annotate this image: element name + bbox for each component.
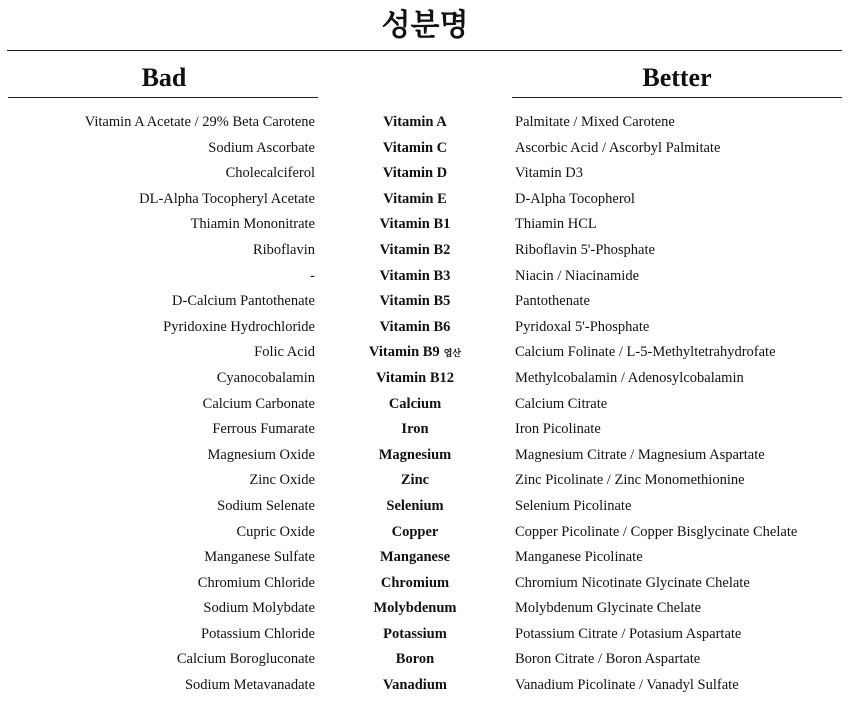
bad-form: Magnesium Oxide [207, 446, 315, 463]
table-row [0, 571, 850, 597]
bad-form: Sodium Metavanadate [184, 677, 315, 694]
nutrient-name-cell [330, 673, 500, 699]
better-form: Riboflavin 5'-Phosphate [515, 241, 655, 258]
table-row [0, 443, 850, 469]
nutrient-name-cell [330, 571, 500, 597]
better-form: Selenium Picolinate [515, 497, 632, 514]
table-row [0, 264, 850, 290]
table-row [0, 392, 850, 418]
nutrient-name: Chromium [380, 574, 450, 591]
nutrient-name-cell [330, 622, 500, 648]
bad-form: Ferrous Fumarate [212, 421, 315, 438]
better-header-underline [512, 97, 842, 98]
nutrient-note: 엽산 [443, 349, 462, 360]
table-row [0, 673, 850, 699]
nutrient-name: Vitamin B5 [379, 293, 451, 310]
nutrient-name-cell [330, 392, 500, 418]
nutrient-name: Vitamin B6 [379, 318, 451, 335]
nutrient-name: Potassium [383, 625, 447, 642]
bad-form: Thiamin Mononitrate [190, 216, 315, 233]
table-row [0, 520, 850, 546]
nutrient-name-cell [330, 187, 500, 213]
bad-form: Potassium Chloride [201, 625, 315, 642]
better-column-header: Better [642, 63, 712, 92]
better-form: Chromium Nicotinate Glycinate Chelate [515, 574, 750, 591]
bad-form: Vitamin A Acetate / 29% Beta Carotene [84, 114, 315, 130]
bad-header-underline [8, 97, 318, 98]
nutrient-name: Zinc [400, 472, 430, 489]
better-form: Potassium Citrate / Potasium Aspartate [515, 625, 742, 642]
bad-form: Riboflavin [252, 241, 315, 258]
table-row [0, 187, 850, 213]
better-form: Copper Picolinate / Copper Bisglycinate Chelate [515, 523, 798, 540]
table-row [0, 596, 850, 622]
nutrient-name: Calcium [388, 395, 442, 412]
bad-form: Chromium Chloride [197, 574, 315, 591]
nutrient-name: Vitamin C [382, 139, 448, 156]
better-form: Manganese Picolinate [515, 549, 643, 566]
nutrient-name: Vitamin E [383, 190, 447, 207]
bad-form: Sodium Ascorbate [208, 139, 315, 156]
table-row [0, 494, 850, 520]
nutrient-name-cell [330, 366, 500, 392]
nutrient-name-cell [330, 315, 500, 341]
bad-form: Folic Acid [254, 344, 315, 361]
table-row [0, 110, 850, 136]
better-form: Calcium Citrate [515, 395, 608, 412]
page-title: 성분명 [381, 8, 469, 43]
table-row [0, 238, 850, 264]
better-form: Thiamin HCL [515, 216, 597, 233]
bad-form: Sodium Molybdate [203, 600, 315, 617]
nutrient-name: Vitamin B2 [379, 241, 451, 258]
bad-form: DL-Alpha Tocopheryl Acetate [139, 190, 315, 207]
table-row [0, 647, 850, 673]
table-row [0, 622, 850, 648]
better-form: Iron Picolinate [515, 421, 601, 438]
bad-form: Cholecalciferol [225, 165, 315, 182]
better-form: Molybdenum Glycinate Chelate [515, 600, 702, 617]
table-row [0, 161, 850, 187]
nutrient-name: Copper [391, 523, 439, 540]
better-form: Zinc Picolinate / Zinc Monomethionine [515, 472, 745, 489]
table-row [0, 545, 850, 571]
better-form: Ascorbic Acid / Ascorbyl Palmitate [515, 139, 721, 156]
bad-form: Calcium Borogluconate [176, 651, 315, 668]
nutrient-name: Vitamin B1 [379, 216, 451, 233]
nutrient-name-cell [330, 647, 500, 673]
better-form: Magnesium Citrate / Magnesium Aspartate [515, 446, 765, 463]
better-form: Boron Citrate / Boron Aspartate [515, 651, 701, 668]
better-form: Pantothenate [515, 293, 590, 310]
nutrient-name: Vitamin B3 [379, 267, 451, 284]
nutrient-name-cell [330, 289, 500, 315]
nutrient-name-cell [330, 494, 500, 520]
nutrient-name-cell [330, 212, 500, 238]
better-form: D-Alpha Tocopherol [515, 190, 635, 207]
table-row [0, 315, 850, 341]
bad-form: Cupric Oxide [236, 523, 315, 540]
better-form: Palmitate / Mixed Carotene [515, 114, 675, 130]
bad-form: Sodium Selenate [217, 497, 315, 514]
nutrient-name-cell [330, 468, 500, 494]
bad-form: - [310, 267, 315, 284]
nutrient-name-cell [330, 596, 500, 622]
bad-column-header: Bad [141, 63, 187, 92]
nutrient-name: Selenium [386, 497, 444, 514]
better-form: Pyridoxal 5'-Phosphate [515, 318, 650, 335]
bad-form: Cyanocobalamin [216, 369, 315, 386]
nutrient-name: Magnesium [378, 446, 452, 463]
bad-form: Calcium Carbonate [202, 395, 315, 412]
better-form: Vitamin D3 [515, 165, 583, 182]
table-row [0, 417, 850, 443]
nutrient-name: Vitamin D [382, 165, 448, 182]
title-divider [7, 50, 842, 51]
nutrient-name: Vitamin A [383, 114, 447, 130]
nutrient-name: Vanadium [383, 677, 447, 694]
table-row [0, 136, 850, 162]
bad-form: Manganese Sulfate [204, 549, 315, 566]
table-row [0, 289, 850, 315]
better-form: Niacin / Niacinamide [515, 267, 640, 284]
nutrient-name-cell [330, 161, 500, 187]
ingredient-table [0, 110, 850, 699]
better-form: Calcium Folinate / L-5-Methyltetrahydrofate [515, 344, 776, 361]
bad-form: Zinc Oxide [249, 472, 315, 489]
nutrient-name-cell [330, 417, 500, 443]
table-row [0, 340, 850, 366]
better-form: Methylcobalamin / Adenosylcobalamin [515, 369, 744, 386]
nutrient-name-cell [330, 264, 500, 290]
better-form: Vanadium Picolinate / Vanadyl Sulfate [515, 677, 739, 694]
nutrient-name-cell [330, 110, 500, 136]
nutrient-name-cell [330, 340, 500, 368]
bad-form: Pyridoxine Hydrochloride [163, 318, 315, 335]
nutrient-name: Manganese [379, 549, 451, 566]
nutrient-name: Boron [395, 651, 435, 668]
bad-form: D-Calcium Pantothenate [172, 293, 315, 310]
table-row [0, 212, 850, 238]
nutrient-name-cell [330, 443, 500, 469]
table-row [0, 366, 850, 392]
nutrient-name-cell [330, 238, 500, 264]
nutrient-name: Molybdenum [373, 600, 457, 617]
nutrient-name: Iron [401, 421, 429, 438]
nutrient-name-cell [330, 545, 500, 571]
nutrient-name: Vitamin B9 [368, 344, 440, 361]
nutrient-name-cell [330, 520, 500, 546]
nutrient-name-cell [330, 136, 500, 162]
table-row [0, 468, 850, 494]
nutrient-name: Vitamin B12 [375, 369, 454, 386]
